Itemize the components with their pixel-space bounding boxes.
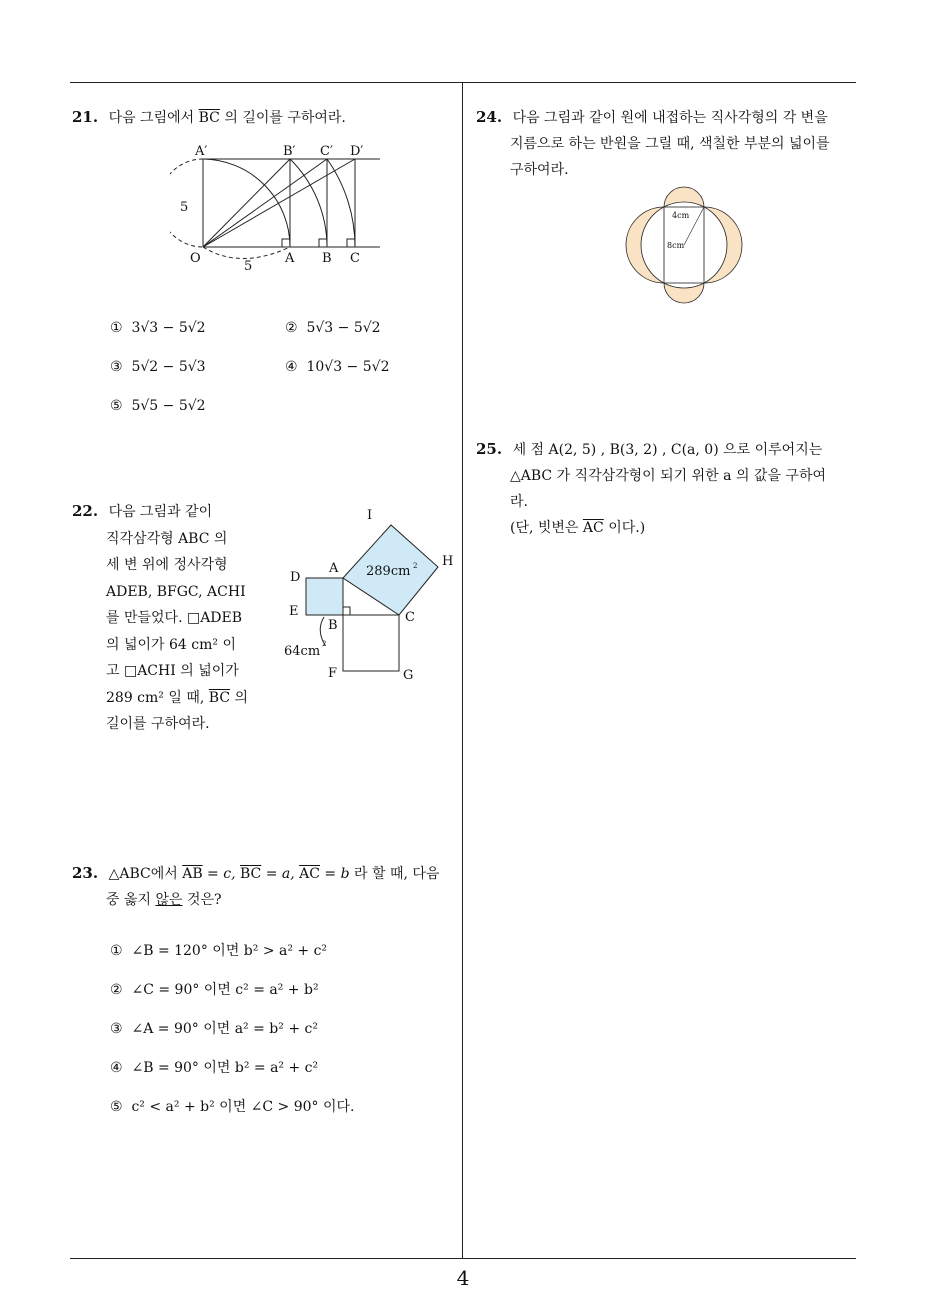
label-289cm-exp: 2 [413, 562, 418, 570]
label-i: I [367, 508, 373, 523]
label-a: A [285, 251, 295, 266]
question-25: 25. 세 점 A(2, 5) , B(3, 2) , C(a, 0) 으로 이루어지는 △ABC 가 직각삼각형이 되기 위한 a 의 값을 구하여 라. (단, 빗변은 $\overline{AC}$ 이다.) [476, 440, 826, 536]
question-number: 25. [476, 440, 503, 458]
label-289cm: 289cm [366, 564, 411, 579]
question-number: 23. [72, 864, 99, 882]
question-text: 다음 그림에서 [108, 110, 195, 126]
question-number: 21. [72, 108, 99, 126]
label-8cm: 8cm [667, 241, 685, 250]
q24-figure [620, 185, 750, 305]
choice-4[interactable]: ④ 10√3 − 5√2 [285, 359, 390, 375]
page-number: 4 [456, 1266, 470, 1290]
label-d: D [290, 570, 301, 585]
label-d-prime: D′ [350, 144, 364, 159]
label-b: B [328, 618, 338, 633]
choice-2[interactable]: ② 5√3 − 5√2 [285, 320, 381, 336]
segment-bc: $\overline{BC}$ [208, 689, 231, 706]
choice-1[interactable]: ① 3√3 − 5√2 [110, 320, 206, 336]
q21-figure [170, 138, 390, 278]
label-f: F [328, 666, 338, 681]
choice-1[interactable]: ① ∠B = 120° 이면 b² > a² + c² [110, 943, 328, 959]
choice-2[interactable]: ② ∠C = 90° 이면 c² = a² + b² [110, 982, 319, 998]
question-text: 의 길이를 구하여라. [224, 110, 346, 126]
label-4cm: 4cm [672, 211, 690, 220]
label-64cm: 64cm [284, 644, 321, 659]
choice-5[interactable]: ⑤ c² < a² + b² 이면 ∠C > 90° 이다. [110, 1099, 355, 1115]
label-b-prime: B′ [283, 144, 296, 159]
choice-3[interactable]: ③ ∠A = 90° 이면 a² = b² + c² [110, 1021, 318, 1037]
question-23: 23. △ABC에서 $\overline{AB} = c$, $\overline{BC} = a$, $\overline{AC} = b$ 라 할 때, 다음 중 옳지 않은 것은? [72, 864, 440, 908]
q22-figure [280, 505, 460, 690]
segment-bc: $\overline{BC}$ [198, 110, 220, 126]
label-a-prime: A′ [195, 144, 208, 159]
label-a: A [329, 561, 339, 576]
bottom-rule [70, 1258, 856, 1259]
question-24: 24. 다음 그림과 같이 원에 내접하는 직사각형의 각 변을 지름으로 하는 반원을 그릴 때, 색칠한 부분의 넓이를 구하여라. [476, 108, 830, 178]
choice-3[interactable]: ③ 5√2 − 5√3 [110, 359, 206, 375]
column-divider [462, 82, 463, 1258]
question-number: 22. [72, 502, 99, 520]
label-64cm-exp: 2 [322, 640, 327, 648]
label-g: G [403, 668, 414, 683]
label-h: H [442, 554, 454, 569]
label-c-prime: C′ [320, 144, 333, 159]
label-b: B [322, 251, 332, 266]
label-c: C [350, 251, 360, 266]
question-21 [72, 104, 452, 131]
label-5-vertical: 5 [180, 200, 189, 215]
question-number: 24. [476, 108, 503, 126]
question-22: 22. 다음 그림과 같이 직각삼각형 ABC 의 세 변 위에 정사각형 ADEB, BFGC, ACHI 를 만들었다. □ADEB 의 넓이가 64 cm² 이 고 □ACHI 의 넓이가 289 cm² 일 때, $\overline{BC}$ 의 길이를 구하여라. [72, 502, 249, 732]
top-rule [70, 82, 856, 83]
choice-4[interactable]: ④ ∠B = 90° 이면 b² = a² + c² [110, 1060, 319, 1076]
label-o: O [190, 251, 201, 266]
segment-ac: $\overline{AC}$ [582, 520, 604, 536]
label-e: E [289, 604, 299, 619]
label-5-horizontal: 5 [244, 259, 253, 274]
choice-5[interactable]: ⑤ 5√5 − 5√2 [110, 398, 206, 414]
label-c: C [405, 610, 415, 625]
